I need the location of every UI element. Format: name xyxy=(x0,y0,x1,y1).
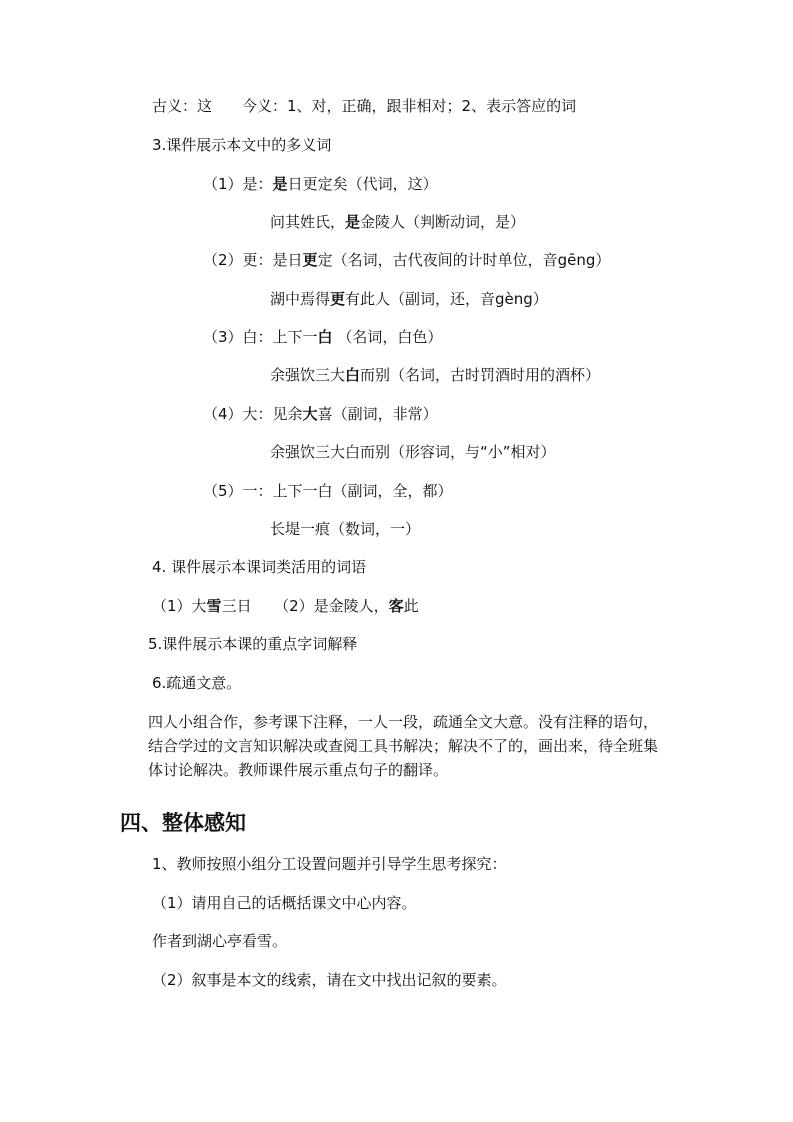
text-line-5: 5.课件展示本课的重点字词解释 xyxy=(148,635,358,653)
text-span: （2）更：是日 xyxy=(203,251,303,269)
bold-word: 客 xyxy=(388,597,404,615)
text-span: （1）是： xyxy=(203,175,273,193)
text-line-da-1 xyxy=(203,404,438,424)
text-span: 余强饮三大 xyxy=(270,366,346,384)
paragraph-translation: 四人小组合作，参考课下注释，一人一段，疏通全文大意。没有注释的语句，结合学过的文言知识解决或查阅工具书解决；解决不了的，画出来，待全班集体讨论解决。教师课件展示重点句子的翻译。 xyxy=(148,713,659,779)
section-heading: 四、整体感知 xyxy=(120,811,246,835)
text-span: （名词，白色） xyxy=(332,328,443,346)
text-line-question-1b: （2）叙事是本文的线索，请在文中找出记叙的要素。 xyxy=(152,971,507,989)
text-line-bai-2 xyxy=(270,365,600,385)
text-span: 金陵人（判断动词，是） xyxy=(360,213,526,231)
text-line-da-2: 余强饮三大白而别（形容词，与“小”相对） xyxy=(270,443,556,461)
text-span: 三日 （2）是金陵人， xyxy=(221,597,389,615)
text-span: 喜（副词，非常） xyxy=(317,405,438,423)
text-line-geng-2 xyxy=(270,289,548,309)
text-line-4-examples xyxy=(152,596,419,616)
text-line-question-1a: （1）请用自己的话概括课文中心内容。 xyxy=(152,894,417,912)
text-line-answer-1: 作者到湖心亭看雪。 xyxy=(152,932,288,950)
text-span: （4）大：见余 xyxy=(203,405,303,423)
bold-word: 雪 xyxy=(206,597,222,615)
text-line-shi-2 xyxy=(270,212,525,232)
text-span: 问其姓氏， xyxy=(270,213,346,231)
text-line-geng-1 xyxy=(203,250,610,270)
text-span: 湖中焉得 xyxy=(270,290,331,308)
bold-word: 是 xyxy=(345,213,361,231)
text-span: 而别（名词，古时罚酒时用的酒杯） xyxy=(360,366,601,384)
bold-word: 更 xyxy=(302,251,318,269)
text-span: （3）白：上下一 xyxy=(203,328,318,346)
bold-word: 大 xyxy=(302,405,318,423)
bold-word: 是 xyxy=(272,175,288,193)
bold-word: 更 xyxy=(330,290,346,308)
text-span: （1）大 xyxy=(152,597,207,615)
bold-word: 白 xyxy=(345,366,361,384)
text-line-yi-1: （5）一：上下一白（副词，全，都） xyxy=(203,482,453,500)
text-span: 日更定矣（代词，这） xyxy=(287,175,438,193)
text-line-3: 3.课件展示本文中的多义词 xyxy=(152,136,332,154)
text-span: 有此人（副词，还，音gèng） xyxy=(345,290,548,308)
text-span: 定（名词，古代夜间的计时单位，音gēng） xyxy=(317,251,611,269)
bold-word: 白 xyxy=(317,328,333,346)
text-line-4: 4. 课件展示本课词类活用的词语 xyxy=(152,558,367,576)
text-line-6: 6.疏通文意。 xyxy=(152,674,242,692)
text-span: 此 xyxy=(403,597,419,615)
text-line-gu-yi: 古义：这 今义：1、对，正确，跟非相对；2、表示答应的词 xyxy=(152,97,577,115)
text-line-question-1: 1、教师按照小组分工设置问题并引导学生思考探究： xyxy=(152,855,507,873)
text-line-yi-2: 长堤一痕（数词，一） xyxy=(270,520,421,538)
text-line-shi-1 xyxy=(203,174,438,194)
text-line-bai-1 xyxy=(203,327,442,347)
